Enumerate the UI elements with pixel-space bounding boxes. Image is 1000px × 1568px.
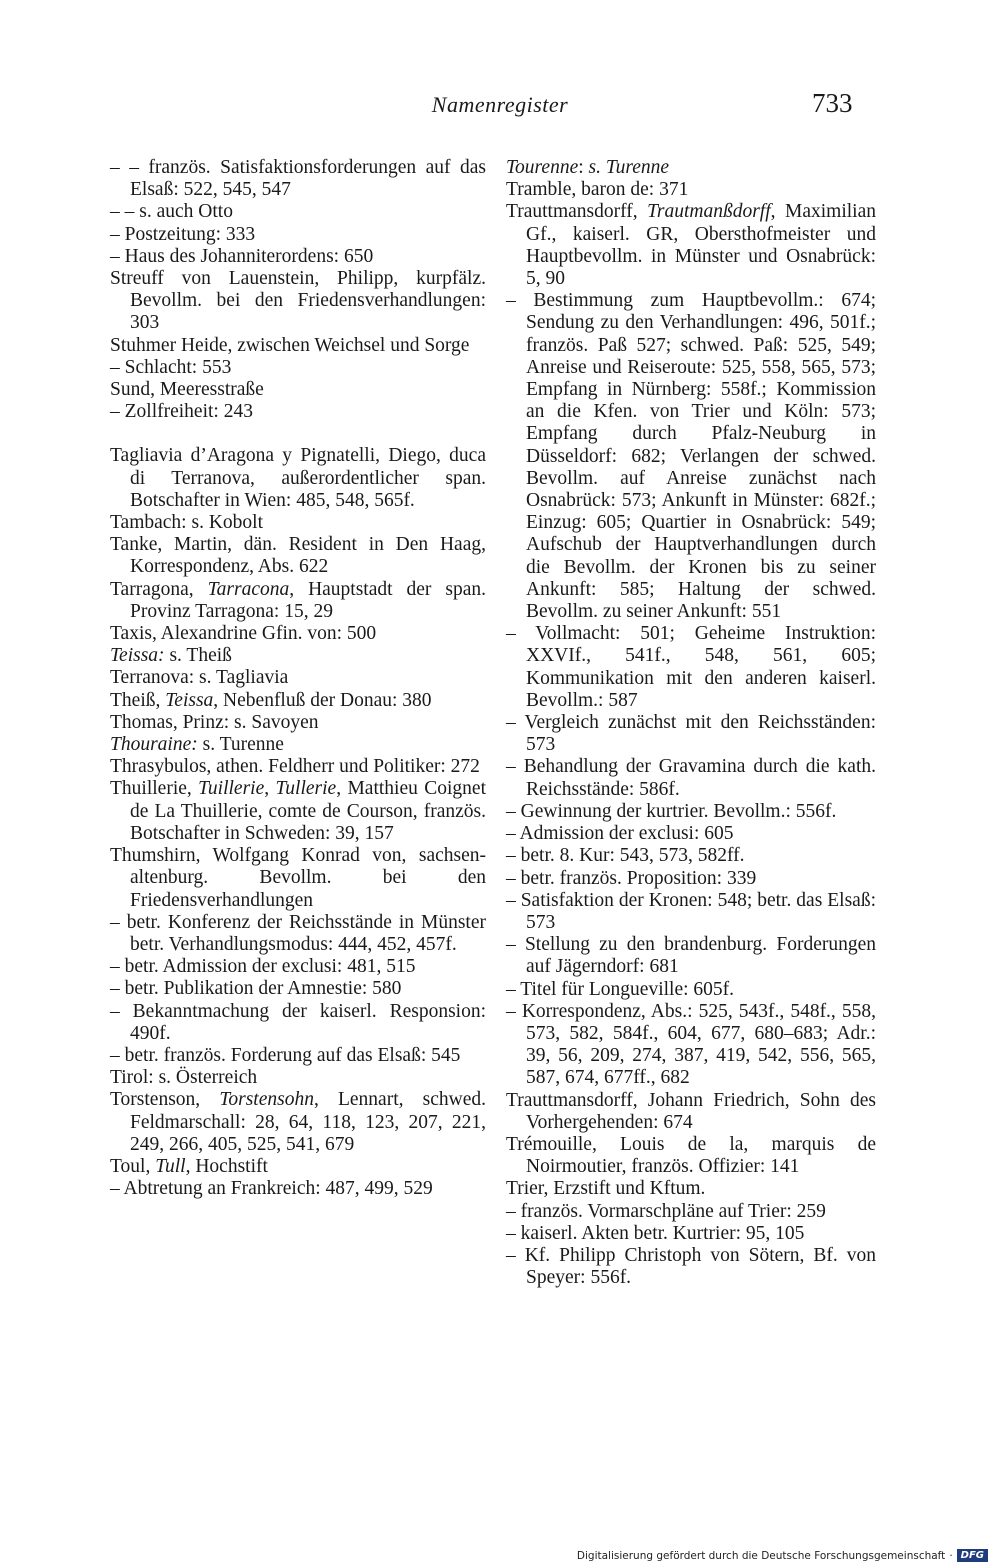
index-entry xyxy=(110,845,486,912)
entry-text: s. Turenne xyxy=(197,734,284,756)
running-header: Namenregister xyxy=(431,92,569,117)
entry-text: – Postzeitung: 333 xyxy=(110,223,256,245)
entry-text: Teissa xyxy=(165,689,214,711)
index-subentry xyxy=(506,845,876,867)
entry-text: Tull xyxy=(155,1155,186,1177)
entry-text: Tirol: s. Österreich xyxy=(110,1067,258,1089)
index-subentry xyxy=(506,823,876,845)
index-subentry xyxy=(110,1045,486,1067)
index-entry xyxy=(506,1178,876,1200)
entry-text: Trémouille, Louis de la, marquis de Noirmoutier, französ. Offizier: 141 xyxy=(506,1133,876,1178)
entry-text: , xyxy=(264,778,276,800)
entry-text: , Hauptstadt der span. Provinz Tarragona: 15, 29 xyxy=(130,578,486,622)
entry-text: – Abtretung an Frankreich: 487, 499, 529 xyxy=(110,1178,433,1200)
index-entry xyxy=(110,667,486,689)
entry-text: Tarracona xyxy=(207,578,290,600)
index-entry xyxy=(110,1156,486,1178)
index-subentry xyxy=(110,357,486,379)
entry-text: , Matthieu Coignet de La Thuillerie, comte de Courson, französ. Botschafter in Schweden: 39, 157 xyxy=(130,778,486,844)
index-column-left xyxy=(110,157,486,1200)
entry-text: Trautmanßdorff xyxy=(647,201,771,223)
index-column-right xyxy=(506,157,876,1289)
page-number: 733 xyxy=(812,88,853,118)
entry-text: Thouraine: xyxy=(110,734,198,756)
index-subentry xyxy=(506,934,876,978)
index-entry xyxy=(110,623,486,645)
entry-text: – französ. Vormarschpläne auf Trier: 259 xyxy=(506,1200,826,1222)
index-entry xyxy=(110,1067,486,1089)
entry-text: Tourenne xyxy=(506,157,579,178)
entry-text: Terranova: s. Tagliavia xyxy=(110,667,289,689)
index-entry xyxy=(110,756,486,778)
entry-text: – betr. Admission der exclusi: 481, 515 xyxy=(110,956,416,978)
index-entry xyxy=(110,1089,486,1156)
index-subentry xyxy=(506,712,876,756)
entry-text: – – französ. Satisfaktionsforderungen auf das Elsaß: 522, 545, 547 xyxy=(110,157,486,201)
entry-text: Trier, Erzstift und Kftum. xyxy=(506,1178,706,1200)
index-subentry xyxy=(506,1001,876,1090)
index-entry xyxy=(506,1090,876,1134)
index-entry xyxy=(506,201,876,290)
entry-text: Tarragona, xyxy=(110,578,208,600)
entry-text: Toul, xyxy=(110,1155,156,1177)
index-subentry xyxy=(506,801,876,823)
index-entry xyxy=(506,179,876,201)
entry-text: : xyxy=(578,157,589,178)
entry-text: Thomas, Prinz: s. Savoyen xyxy=(110,711,319,733)
entry-text: – betr. 8. Kur: 543, 573, 582ff. xyxy=(506,845,745,867)
entry-text: Thumshirn, Wolfgang Konrad von, sachsen-altenburg. Bevollm. bei den Friedensverhandlungen xyxy=(110,845,486,911)
index-subentry xyxy=(110,1178,486,1200)
index-subentry xyxy=(506,868,876,890)
footer-credit: Digitalisierung gefördert durch die Deutsche Forschungsgemeinschaft · DFG xyxy=(577,1549,988,1562)
index-entry xyxy=(506,157,876,179)
entry-text: – kaiserl. Akten betr. Kurtrier: 95, 105 xyxy=(506,1222,805,1244)
index-entry xyxy=(110,512,486,534)
entry-text: , Nebenfluß der Donau: 380 xyxy=(213,689,432,711)
entry-text: , Maximilian Gf., kaiserl. GR, Obersthofmeister und Hauptbevollm. in Münster und Osnabrück: 5, 90 xyxy=(526,201,876,290)
index-subentry xyxy=(110,978,486,1000)
entry-text: – Bekanntmachung der kaiserl. Responsion: 490f. xyxy=(110,1000,486,1044)
entry-text: Thuillerie, xyxy=(110,778,199,800)
entry-text: Tambach: s. Kobolt xyxy=(110,512,263,534)
index-entry xyxy=(110,268,486,335)
index-entry xyxy=(110,690,486,712)
entry-text: – Vergleich zunächst mit den Reichsständen: 573 xyxy=(506,712,876,756)
entry-text: Tagliavia d’Aragona y Pignatelli, Diego, duca di Terranova, außerordentlicher span. Botschafter in Wien: 485, 548, 565f. xyxy=(110,445,486,511)
footer-text: Digitalisierung gefördert durch die Deutsche Forschungsgemeinschaft xyxy=(576,1549,946,1562)
entry-text: Tramble, baron de: 371 xyxy=(506,179,689,201)
entry-text: Streuff von Lauenstein, Philipp, kurpfälz. Bevollm. bei den Friedensverhandlungen: 303 xyxy=(110,268,486,334)
entry-text: Tanke, Martin, dän. Resident in Den Haag, Korrespondenz, Abs. 622 xyxy=(110,534,486,578)
entry-text: Teissa: xyxy=(110,645,165,667)
entry-text: , Lennart, schwed. Feldmarschall: 28, 64, 118, 123, 207, 221, 249, 266, 405, 525, 541, 679 xyxy=(130,1089,486,1155)
section-gap xyxy=(110,423,486,445)
index-subentry xyxy=(506,890,876,934)
index-subentry xyxy=(110,157,486,201)
entry-text: – Stellung zu den brandenburg. Forderungen auf Jägerndorf: 681 xyxy=(506,934,876,978)
entry-text: – Korrespondenz, Abs.: 525, 543f., 548f., 558, 573, 582, 584f., 604, 677, 680–683; Adr.: 39, 56, 209, 274, 387, 419, 542, 556, 565, 587, 674, 677ff., 682 xyxy=(506,1000,876,1089)
entry-text: – betr. französ. Proposition: 339 xyxy=(506,867,757,889)
index-subentry xyxy=(506,1245,876,1289)
entry-text: – Bestimmung zum Hauptbevollm.: 674; Sendung zu den Verhandlungen: 496, 501f.; französ. Paß 527; schwed. Paß: 525, 549; Anreise und Reiseroute: 525, 558, 565, 573; Empfang in Nürnberg: 558f.; Kommission an die Kfen. von Trier und Köln: 573; Empfang durch Pfalz-Neuburg in Düsseldorf: 682; Verlangen der schwed. Bevollm. auf Anreise zunächst nach Osnabrück: 573; Ankunft in Münster: 682f.; Einzug: 605; Quartier in Osnabrück: 549; Aufschub der Hauptverhandlungen durch die Bevollm. der Kronen bis zu seiner Ankunft: 585; Haltung der schwed. Bevollm. zu seiner Ankunft: 551 xyxy=(506,290,876,623)
dfg-logo: DFG xyxy=(957,1549,988,1562)
entry-text: – Gewinnung der kurtrier. Bevollm.: 556f. xyxy=(506,800,837,822)
index-entry xyxy=(110,734,486,756)
index-entry xyxy=(110,579,486,623)
entry-text: Tuillerie xyxy=(198,778,265,800)
entry-text: – Vollmacht: 501; Geheime Instruktion: XXVIf., 541f., 548, 561, 605; Kommunikation mit den anderen kaiserl. Bevollm.: 587 xyxy=(506,623,876,711)
entry-text: s. Theiß xyxy=(164,645,232,667)
index-subentry xyxy=(506,290,876,623)
entry-text: – Schlacht: 553 xyxy=(110,356,232,378)
entry-text: – Satisfaktion der Kronen: 548; betr. das Elsaß: 573 xyxy=(506,889,876,933)
index-entry xyxy=(110,335,486,357)
entry-text: – – s. auch Otto xyxy=(110,201,233,223)
entry-text: Trauttmansdorff, xyxy=(506,201,648,223)
entry-text: Taxis, Alexandrine Gfin. von: 500 xyxy=(110,623,377,645)
index-entry xyxy=(110,778,486,845)
entry-text: – Admission der exclusi: 605 xyxy=(506,823,734,845)
entry-text: – betr. französ. Forderung auf das Elsaß: 545 xyxy=(110,1044,461,1066)
entry-text: – Kf. Philipp Christoph von Sötern, Bf. von Speyer: 556f. xyxy=(506,1244,876,1289)
index-subentry xyxy=(110,246,486,268)
index-subentry xyxy=(506,756,876,800)
index-subentry xyxy=(506,1201,876,1223)
entry-text: Stuhmer Heide, zwischen Weichsel und Sorge xyxy=(110,334,470,356)
entry-text: Torstensohn xyxy=(219,1089,314,1111)
entry-text: – betr. Konferenz der Reichsstände in Münster betr. Verhandlungsmodus: 444, 452, 457f. xyxy=(110,911,486,955)
index-entry xyxy=(506,1134,876,1178)
index-subentry xyxy=(110,401,486,423)
entry-text: Torstenson, xyxy=(110,1089,220,1111)
index-entry xyxy=(110,712,486,734)
index-subentry xyxy=(110,956,486,978)
entry-text: Theiß, xyxy=(110,689,166,711)
entry-text: – Haus des Johanniterordens: 650 xyxy=(110,245,374,267)
entry-text: – betr. Publikation der Amnestie: 580 xyxy=(110,978,402,1000)
entry-text: Thrasybulos, athen. Feldherr und Politiker: 272 xyxy=(110,756,480,778)
index-subentry xyxy=(110,224,486,246)
entry-text: Sund, Meeresstraße xyxy=(110,379,264,401)
index-subentry xyxy=(506,1223,876,1245)
index-entry xyxy=(110,645,486,667)
entry-text: Tullerie xyxy=(275,778,337,800)
index-entry xyxy=(110,445,486,512)
index-subentry xyxy=(110,201,486,223)
index-subentry xyxy=(506,979,876,1001)
entry-text: – Behandlung der Gravamina durch die kath. Reichsstände: 586f. xyxy=(506,756,876,800)
index-subentry xyxy=(506,623,876,712)
entry-text: Trauttmansdorff, Johann Friedrich, Sohn des Vorhergehenden: 674 xyxy=(506,1089,876,1133)
index-subentry xyxy=(110,912,486,956)
index-subentry xyxy=(110,1001,486,1045)
index-entry xyxy=(110,379,486,401)
entry-text: , Hochstift xyxy=(185,1155,268,1177)
entry-text: – Zollfreiheit: 243 xyxy=(110,401,253,423)
entry-text: – Titel für Longueville: 605f. xyxy=(506,978,735,1000)
index-entry xyxy=(110,534,486,578)
entry-text: s. Turenne xyxy=(588,157,670,178)
